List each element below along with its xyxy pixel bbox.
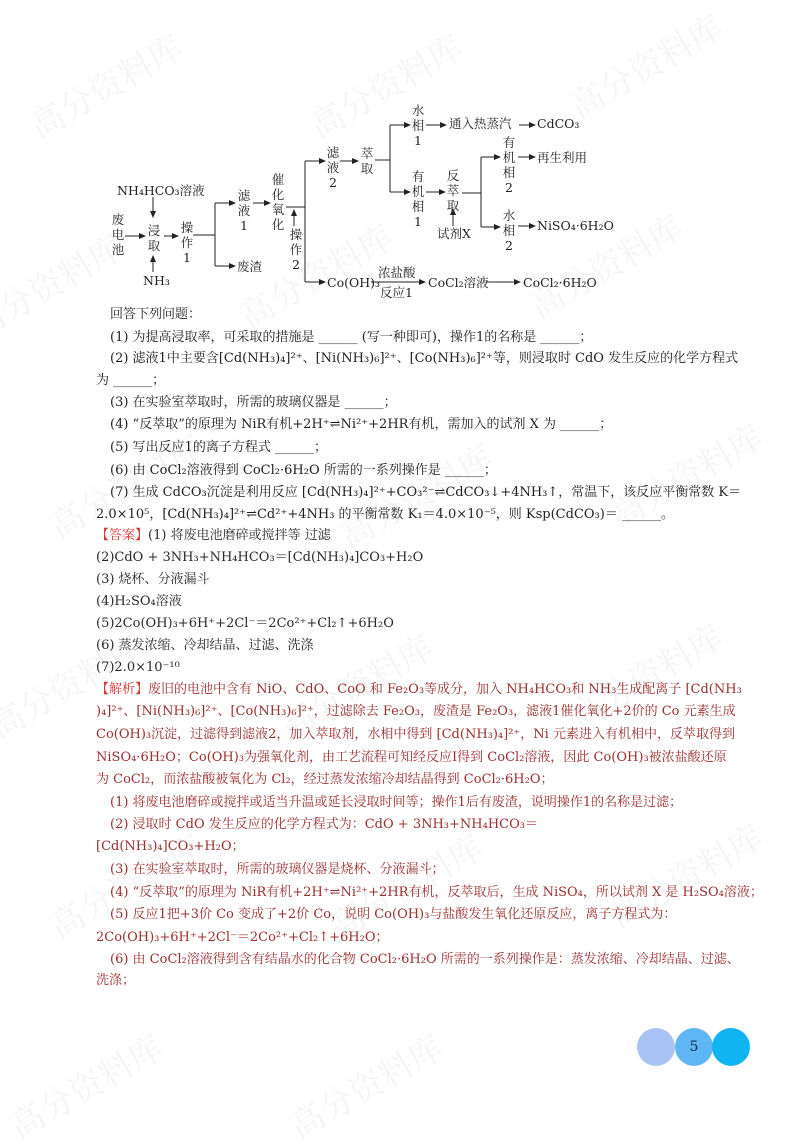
- node-filtrate-2: 滤液2: [326, 145, 340, 190]
- node-nh3: NH₃: [143, 273, 170, 288]
- analysis-line: [110, 951, 740, 969]
- answer-line: [96, 571, 210, 589]
- answer-line: [96, 527, 331, 545]
- line-text: (1) 将废电池磨碎或搅拌等 过滤: [148, 528, 331, 543]
- node-hot-steam: 通入热蒸汽: [449, 116, 512, 131]
- line-text: 为 ______；: [96, 373, 166, 388]
- node-leach: 浸取: [147, 223, 161, 253]
- node-nh4hco3-solution: NH₄HCO₃溶液: [117, 183, 205, 198]
- answer-line: [96, 593, 182, 611]
- node-back-extraction: 反萃取: [446, 168, 460, 213]
- line-text: 为 CoCl₂，而浓盐酸被氧化为 Cl₂，经过蒸发浓缩冷却结晶得到 CoCl₂·6H₂O；: [96, 772, 554, 787]
- line-text: 回答下列问题：: [110, 307, 202, 322]
- label-reaction-1: 反应1: [380, 285, 413, 300]
- analysis-line: [96, 929, 388, 947]
- line-text: (6) 蒸发浓缩、冷却结晶、过滤、洗涤: [96, 638, 314, 653]
- line-text: (4) “反萃取”的原理为 NiR有机+2H⁺⇌Ni²⁺+2HR有机，反萃取后，生成 NiSO₄，所以试剂 X 是 H₂SO₄溶液；: [110, 885, 763, 900]
- line-text: (2) 滤液1中主要含[Cd(NH₃)₄]²⁺、[Ni(NH₃)₆]²⁺、[Co(NH₃)₆]²⁺等，则浸取时 CdO 发生反应的化学方程式: [110, 351, 739, 366]
- question-line: [110, 439, 327, 457]
- line-text: 2Co(OH)₃+6H⁺+2Cl⁻＝2Co²⁺+Cl₂↑+6H₂O；: [96, 930, 389, 945]
- line-text: (6) 由 CoCl₂溶液得到含有结晶水的化合物 CoCl₂·6H₂O 所需的一系列操作是：蒸发浓缩、冷却结晶、过滤、: [110, 952, 740, 967]
- node-cocl2-solution: CoCl₂溶液: [428, 275, 489, 290]
- analysis-line: [110, 906, 676, 924]
- analysis-line: [96, 726, 735, 744]
- node-reuse: 再生利用: [537, 150, 588, 165]
- flowchart-arrows: [0, 0, 793, 310]
- line-text: [Cd(NH₃)₄]CO₃+H₂O；: [96, 839, 245, 854]
- line-text: (2) 浸取时 CdO 发生反应的化学方程式为：CdO + 3NH₃+NH₄HCO₃＝: [110, 817, 538, 832]
- analysis-line: [96, 972, 135, 990]
- node-extraction: 萃取: [360, 146, 374, 176]
- question-line: [96, 506, 674, 524]
- question-line: [110, 306, 201, 324]
- answer-line: [96, 659, 180, 677]
- question-line: [110, 329, 592, 347]
- analysis-line: [96, 681, 742, 699]
- question-line: [110, 394, 397, 412]
- decor-circle-1: [637, 1028, 675, 1066]
- analysis-line: [96, 703, 736, 721]
- answer-line: [96, 637, 314, 655]
- watermark-text: [279, 1021, 451, 1148]
- node-aqueous-phase-2: 水相2: [502, 208, 516, 253]
- analysis-line: [110, 794, 682, 812]
- section-label: 【答案】: [96, 528, 149, 543]
- node-niso4-hydrate: NiSO₄·6H₂O: [537, 218, 614, 233]
- line-text: (5) 写出反应1的离子方程式 ______；: [110, 440, 327, 455]
- question-line: [96, 372, 165, 390]
- line-text: NiSO₄·6H₂O；Co(OH)₃为强氧化剂，由工艺流程可知经反应Ⅰ得到 CoCl₂溶液，因此 Co(OH)₃被浓盐酸还原: [96, 750, 727, 765]
- line-text: (1) 为提高浸取率，可采取的措施是 ______ (写一种即可)，操作1的名称是 ______；: [110, 330, 593, 345]
- analysis-line: [110, 884, 763, 902]
- line-text: (2)CdO + 3NH₃+NH₄HCO₃＝[Cd(NH₃)₄]CO₃+H₂O: [96, 550, 424, 565]
- answer-line: [96, 615, 394, 633]
- line-text: (3) 在实验室萃取时，所需的玻璃仪器是 ______；: [110, 395, 397, 410]
- node-cooh3: Co(OH)₃: [327, 275, 381, 290]
- line-text: (7) 生成 CdCO₃沉淀是利用反应 [Cd(NH₃)₄]²⁺+CO₃²⁻⇌CdCO₃↓+4NH₃↑，常温下，该反应平衡常数 K＝: [110, 485, 742, 500]
- analysis-line: [96, 749, 727, 767]
- line-text: (4)H₂SO₄溶液: [96, 594, 182, 609]
- question-line: [110, 416, 612, 434]
- section-label: 【解析】: [96, 682, 149, 697]
- line-text: )₄]²⁺、[Ni(NH₃)₆]²⁺、[Co(NH₃)₆]²⁺，过滤除去 Fe₂O₃，废渣是 Fe₂O₃，滤液1催化氧化+2价的 Co 元素生成: [96, 704, 736, 719]
- label-conc-hcl: 浓盐酸: [378, 265, 416, 280]
- node-cocl2-hydrate: CoCl₂·6H₂O: [523, 275, 597, 290]
- line-text: 洗涤；: [96, 973, 136, 988]
- node-catalytic-oxidation: 催化氧化: [271, 172, 285, 232]
- analysis-line: [96, 771, 554, 789]
- node-aqueous-phase-1: 水相1: [411, 103, 425, 148]
- line-text: (6) 由 CoCl₂溶液得到 CoCl₂·6H₂O 所需的一系列操作是 ______；: [110, 463, 497, 478]
- node-reagent-x: 试剂X: [437, 226, 471, 241]
- line-text: (5) 反应1把+3价 Co 变成了+2价 Co，说明 Co(OH)₃与盐酸发生氧化还原反应，离子方程式为：: [110, 907, 677, 922]
- line-text: (4) “反萃取”的原理为 NiR有机+2H⁺⇌Ni²⁺+2HR有机，需加入的试剂 X 为 ______；: [110, 417, 613, 432]
- node-operation-2: 操作2: [289, 227, 303, 272]
- line-text: (1) 将废电池磨碎或搅拌或适当升温或延长浸取时间等；操作1后有废渣，说明操作1的名称是过滤；: [110, 795, 683, 810]
- answer-line: [96, 549, 423, 567]
- analysis-line: [110, 861, 445, 879]
- line-text: Co(OH)₃沉淀，过滤得到滤液2，加入萃取剂，水相中得到 [Cd(NH₃)₄]²⁺，Ni 元素进入有机相中，反萃取得到: [96, 727, 735, 742]
- line-text: 2.0×10⁵，[Cd(NH₃)₄]²⁺⇌Cd²⁺+4NH₃ 的平衡常数 K₁＝4.0×10⁻⁵，则 Ksp(CdCO₃)＝ ______。: [96, 507, 674, 522]
- line-text: 废旧的电池中含有 NiO、CdO、CoO 和 Fe₂O₃等成分，加入 NH₄HCO₃和 NH₃生成配离子 [Cd(NH₃: [148, 682, 742, 697]
- node-organic-phase-1: 有机相1: [411, 169, 425, 229]
- node-waste-battery: 废电池: [111, 212, 125, 257]
- line-text: (3) 烧杯、分液漏斗: [96, 572, 210, 587]
- node-waste-residue: 废渣: [237, 259, 263, 274]
- page-number: 5: [689, 1039, 699, 1055]
- node-organic-phase-2: 有机相2: [502, 135, 516, 195]
- question-line: [110, 484, 741, 502]
- line-text: (7)2.0×10⁻¹⁰: [96, 660, 180, 675]
- analysis-line: [110, 816, 538, 834]
- decor-circle-3: [712, 1028, 750, 1066]
- watermark-text: [0, 1021, 171, 1148]
- question-line: [110, 350, 738, 368]
- analysis-line: [96, 838, 245, 856]
- node-operation-1: 操作1: [180, 220, 194, 265]
- node-cdco3: CdCO₃: [537, 116, 580, 131]
- question-line: [110, 462, 497, 480]
- line-text: (5)2Co(OH)₃+6H⁺+2Cl⁻＝2Co²⁺+Cl₂↑+6H₂O: [96, 616, 394, 631]
- line-text: (3) 在实验室萃取时，所需的玻璃仪器是烧杯、分液漏斗；: [110, 862, 445, 877]
- node-filtrate-1: 滤液1: [237, 188, 251, 233]
